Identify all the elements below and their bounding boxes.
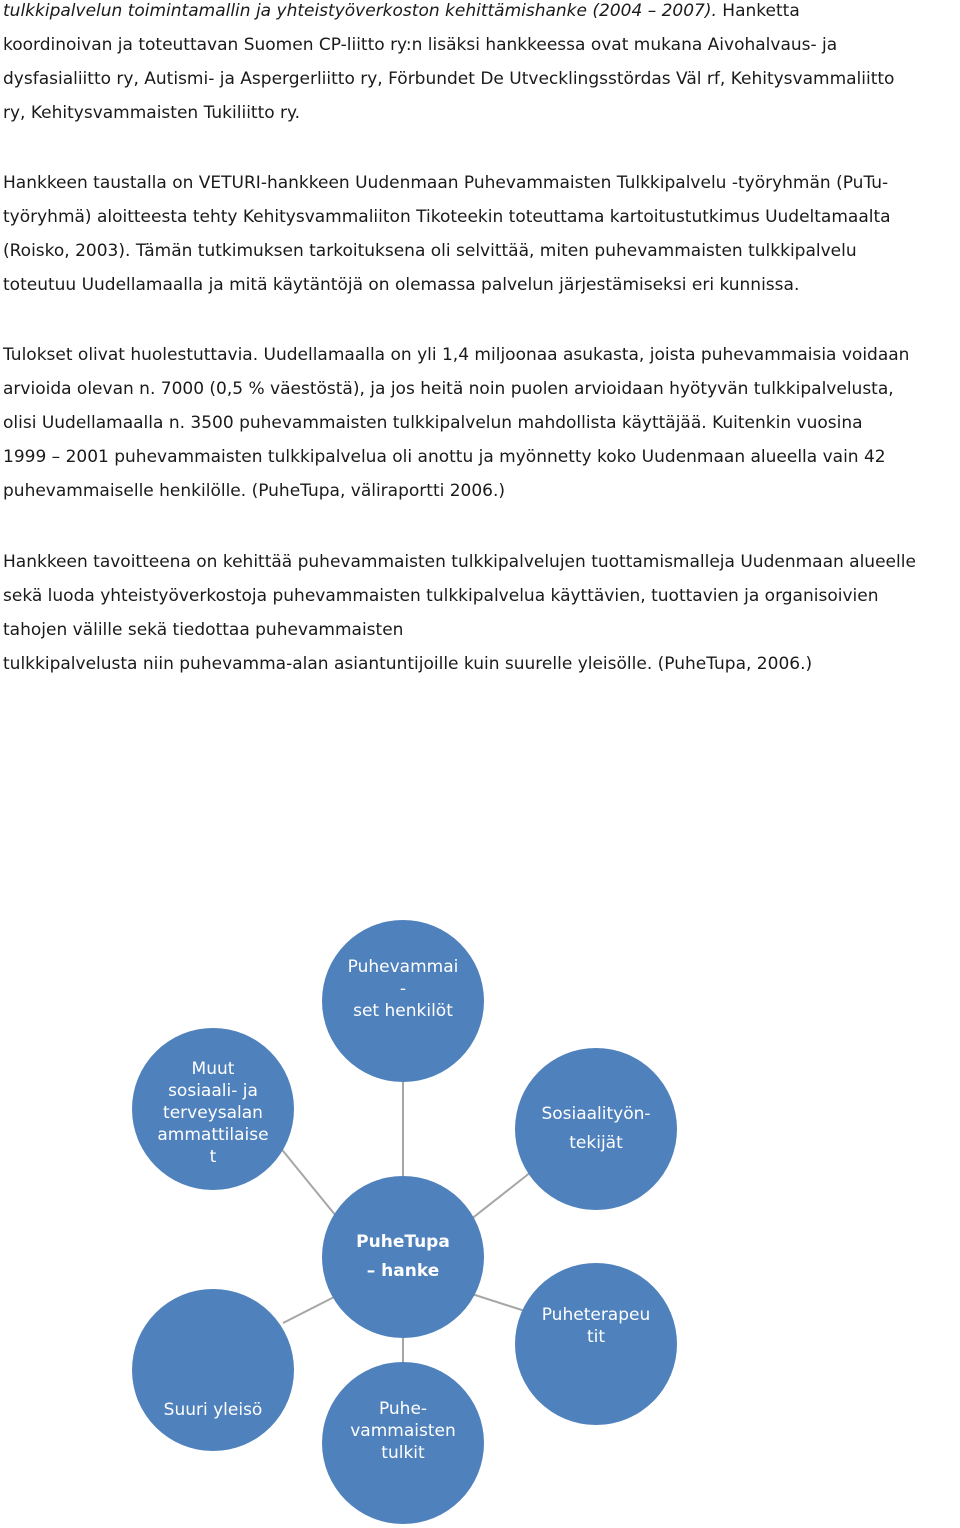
text-line: dysfasialiitto ry, Autismi- ja Aspergerliitto ry, Förbundet De Utvecklingsstördas Väl rf, Kehitysvammaliitto — [3, 69, 895, 89]
text-fragment: Hanketta — [716, 1, 800, 21]
text-line: Hankkeen taustalla on VETURI-hankkeen Uudenmaan Puhevammaisten Tulkkipalvelu -työryhmän (PuTu- — [3, 173, 889, 193]
connector-bottom-left — [283, 1294, 340, 1323]
node-label: Sosiaalityön- tekijät — [541, 1104, 651, 1153]
node-label: Puheterapeu tit — [541, 1305, 651, 1347]
text-line: sekä luoda yhteistyöverkostoja puhevammaisten tulkkipalvelua käyttävien, tuottavien ja organisoivien — [3, 586, 879, 606]
node-speech-impaired-persons — [322, 920, 484, 1082]
text-line: puhevammaiselle henkilölle. (PuheTupa, väliraportti 2006.) — [3, 481, 506, 501]
text-line: (Roisko, 2003). Tämän tutkimuksen tarkoituksena oli selvittää, miten puhevammaisten tulkkipalvelu — [3, 241, 857, 261]
paragraph-project-partners — [3, 0, 894, 130]
text-line: 1999 – 2001 puhevammaisten tulkkipalvelua oli anottu ja myönnetty koko Uudenmaan alueella vain 42 — [3, 447, 886, 467]
node-label: PuheTupa – hanke — [356, 1232, 450, 1281]
node-interpreters — [322, 1362, 484, 1524]
paragraph-goals — [3, 545, 916, 681]
paragraph-background — [3, 166, 891, 302]
text-line: olisi Uudellamaalla n. 3500 puhevammaisten tulkkipalvelun mahdollista käyttäjää. Kuitenkin vuosina — [3, 413, 863, 433]
node-label: Puhevammai - set henkilöt — [347, 957, 459, 1021]
node-label: Muut sosiaali- ja terveysalan ammattilaise t — [157, 1059, 269, 1167]
node-center-project — [322, 1176, 484, 1338]
text-line — [3, 0, 894, 28]
connector-top-left — [279, 1146, 336, 1216]
text-line: ry, Kehitysvammaisten Tukiliitto ry. — [3, 103, 301, 123]
node-label: Puhe- vammaisten tulkit — [350, 1399, 456, 1463]
node-label: Suuri yleisö — [163, 1400, 263, 1420]
node-general-public — [132, 1289, 294, 1451]
text-line: Tulokset olivat huolestuttavia. Uudellamaalla on yli 1,4 miljoonaa asukasta, joista puhevammaisia voidaan — [3, 345, 910, 365]
text-line: tahojen välille sekä tiedottaa puhevammaisten — [3, 620, 404, 640]
stakeholder-diagram — [0, 900, 960, 1528]
text-line: tulkkipalvelusta niin puhevamma-alan asiantuntijoille kuin suurelle yleisölle. (PuheTupa, 2006.) — [3, 654, 813, 674]
text-line: toteutuu Uudellamaalla ja mitä käytäntöjä on olemassa palvelun järjestämiseksi eri kunnissa. — [3, 275, 800, 295]
text-line: arvioida olevan n. 7000 (0,5 % väestöstä), ja jos heitä noin puolen arvioidaan hyötyvän tulkkipalvelusta, — [3, 379, 894, 399]
connector-top-right — [470, 1172, 531, 1220]
node-social-workers — [515, 1048, 677, 1210]
node-other-health-professionals — [132, 1028, 294, 1190]
node-speech-therapists — [515, 1263, 677, 1425]
text-line: Hankkeen tavoitteena on kehittää puhevammaisten tulkkipalvelujen tuottamismalleja Uudenmaan alueelle — [3, 552, 916, 572]
text-line: työryhmä) aloitteesta tehty Kehitysvammaliiton Tikoteekin toteuttama kartoitustutkimus Uudeltamaalta — [3, 207, 891, 227]
connector-bottom-right — [472, 1294, 528, 1312]
text-line: koordinoivan ja toteuttavan Suomen CP-liitto ry:n lisäksi hankkeessa ovat mukana Aivohalvaus- ja — [3, 35, 838, 55]
paragraph-results — [3, 338, 909, 508]
project-name-italic: tulkkipalvelun toimintamallin ja yhteistyöverkoston kehittämishanke (2004 – 2007). — [3, 1, 717, 21]
